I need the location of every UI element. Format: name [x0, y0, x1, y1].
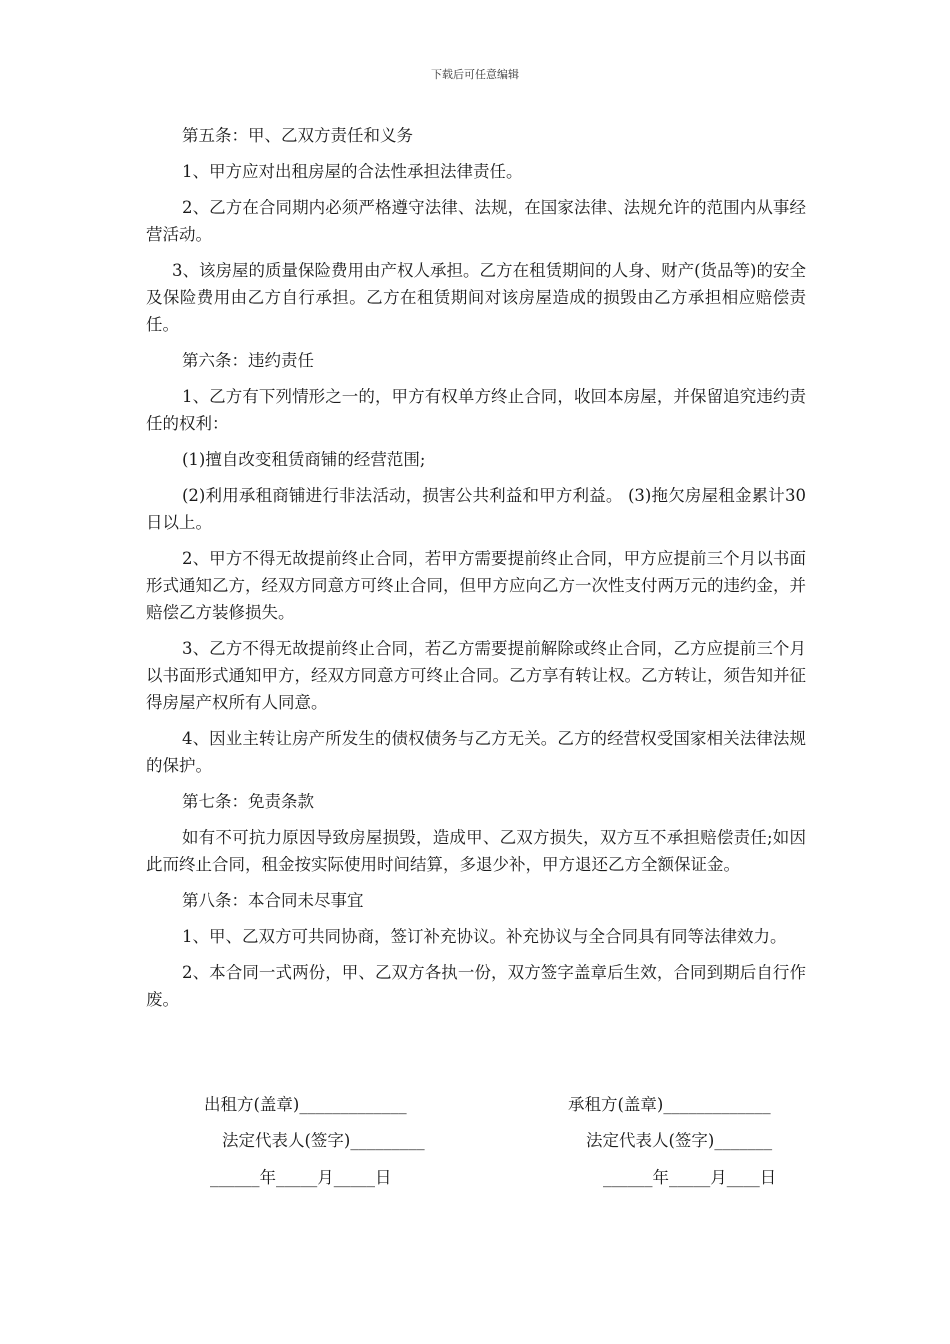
- article-6-item-1: (1)擅自改变租赁商铺的经营范围;: [182, 450, 426, 469]
- contract-body: [146, 122, 806, 1022]
- article-5-heading: 第五条：甲、乙双方责任和义务: [182, 126, 413, 145]
- lessor-representative-line: 法定代表人(签字)_________: [222, 1131, 425, 1150]
- lessee-seal-line: 承租方(盖章)_____________: [568, 1095, 771, 1114]
- lessor-date-line: ______年_____月_____日: [210, 1168, 392, 1187]
- article-6-item-2-3: (2)利用承租商铺进行非法活动，损害公共利益和甲方利益。 (3)拖欠房屋租金累计30日以上。: [146, 486, 806, 532]
- article-6-clause-3: 3、乙方不得无故提前终止合同，若乙方需要提前解除或终止合同，乙方应提前三个月以书面形式通知甲方，经双方同意方可终止合同。乙方享有转让权。乙方转让，须告知并征得房屋产权所有人同意。: [146, 639, 806, 712]
- article-5-clause-1: 1、甲方应对出租房屋的合法性承担法律责任。: [182, 162, 523, 181]
- article-8-clause-1: 1、甲、乙双方可共同协商，签订补充协议。补充协议与全合同具有同等法律效力。: [182, 927, 787, 946]
- article-6-heading: 第六条：违约责任: [182, 351, 314, 370]
- article-7-text: 如有不可抗力原因导致房屋损毁，造成甲、乙双方损失，双方互不承担赔偿责任;如因此而终止合同，租金按实际使用时间结算，多退少补，甲方退还乙方全额保证金。: [146, 828, 806, 874]
- lessee-date-line: ______年_____月____日: [603, 1168, 777, 1187]
- article-6-clause-4: 4、因业主转让房产所发生的债权债务与乙方无关。乙方的经营权受国家相关法律法规的保护。: [146, 729, 806, 775]
- article-5-clause-3: 3、该房屋的质量保险费用由产权人承担。乙方在租赁期间的人身、财产(货品等)的安全及保险费用由乙方自行承担。乙方在租赁期间对该房屋造成的损毁由乙方承担相应赔偿责任。: [146, 261, 806, 334]
- article-5-clause-2: 2、乙方在合同期内必须严格遵守法律、法规，在国家法律、法规允许的范围内从事经营活动。: [146, 198, 806, 244]
- article-6-clause-1: 1、乙方有下列情形之一的，甲方有权单方终止合同，收回本房屋，并保留追究违约责任的权利：: [146, 387, 806, 433]
- article-6-clause-2: 2、甲方不得无故提前终止合同，若甲方需要提前终止合同，甲方应提前三个月以书面形式通知乙方，经双方同意方可终止合同，但甲方应向乙方一次性支付两万元的违约金，并赔偿乙方装修损失。: [146, 549, 806, 622]
- download-note: 下载后可任意编辑: [431, 68, 519, 81]
- article-8-heading: 第八条：本合同未尽事宜: [182, 891, 364, 910]
- lessor-seal-line: 出租方(盖章)_____________: [204, 1095, 407, 1114]
- article-8-clause-2: 2、本合同一式两份，甲、乙双方各执一份，双方签字盖章后生效，合同到期后自行作废。: [146, 963, 806, 1009]
- article-7-heading: 第七条：免责条款: [182, 792, 314, 811]
- lessee-representative-line: 法定代表人(签字)_______: [586, 1131, 773, 1150]
